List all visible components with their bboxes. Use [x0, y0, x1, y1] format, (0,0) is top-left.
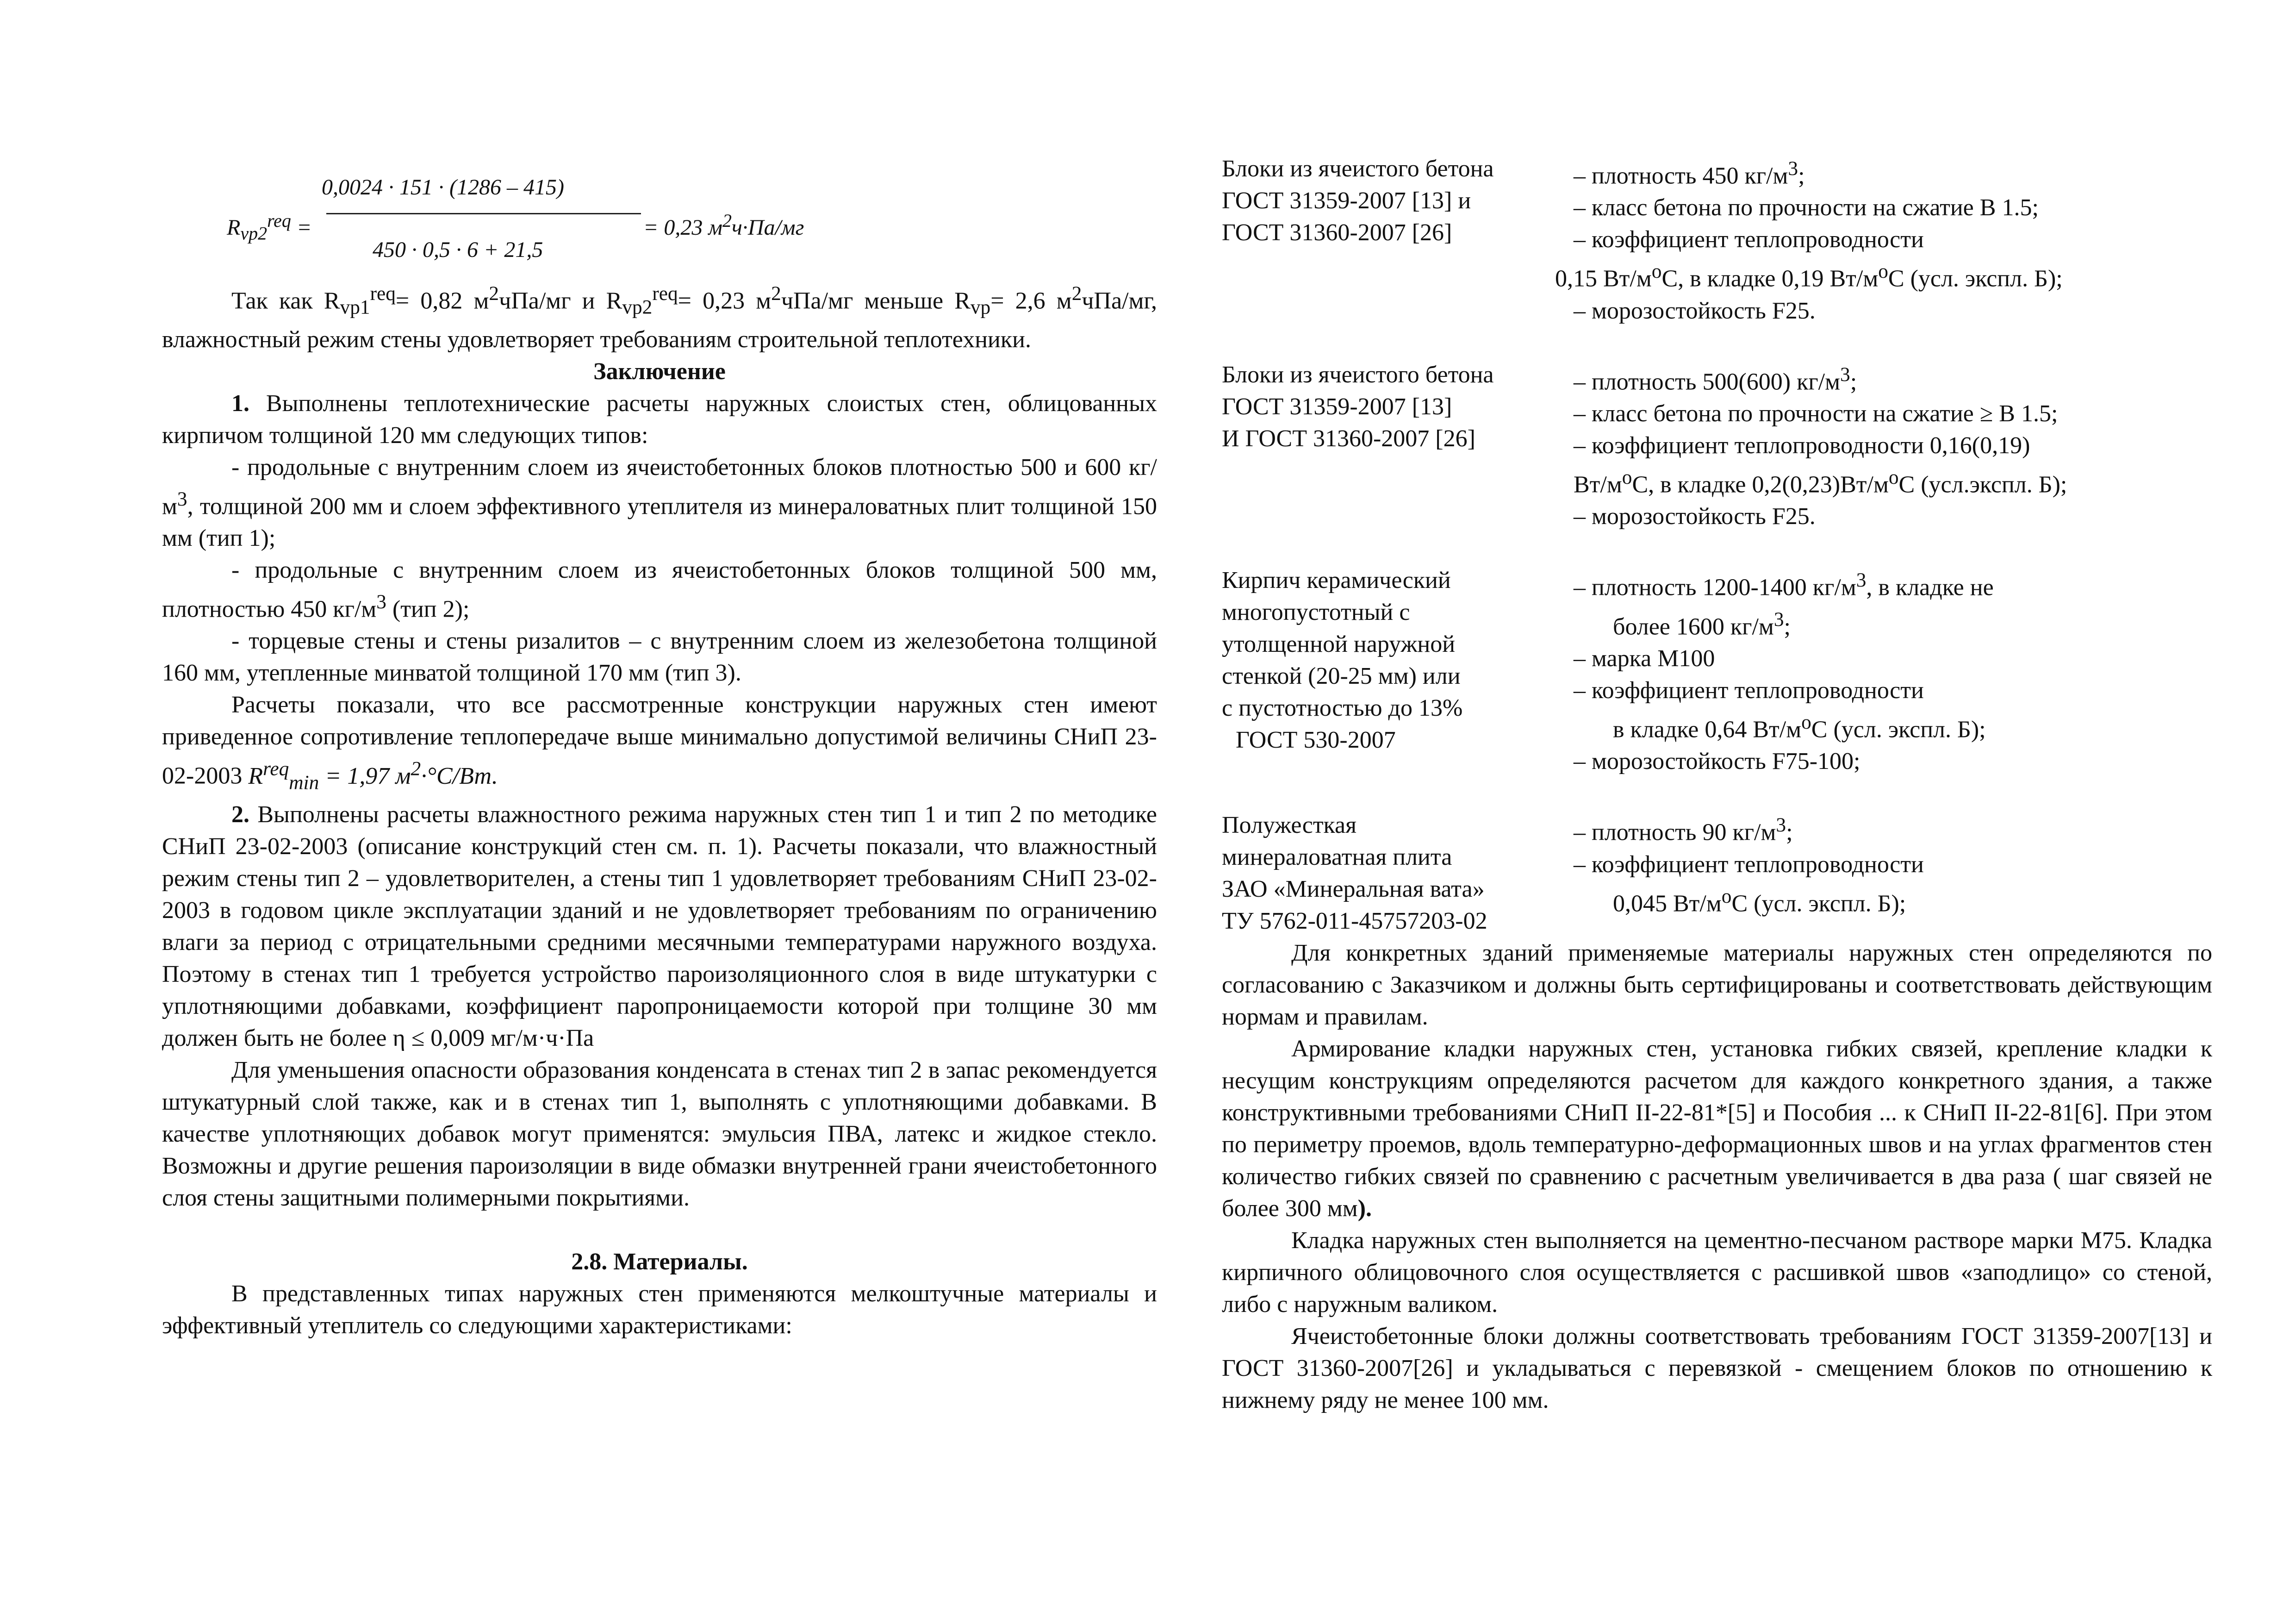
formula-denominator: 450 · 0,5 · 6 + 21,5 — [373, 237, 543, 262]
material-name — [1222, 564, 1574, 777]
material-name — [1222, 359, 1574, 533]
fraction-line — [326, 213, 641, 214]
material-name-line: Блоки из ячеистого бетона — [1222, 361, 1494, 388]
material-entry — [1222, 153, 2212, 327]
paragraph-2: 2. Выполнены расчеты влажностного режима наружных стен тип 1 и тип 2 по методике СНиП 23-02-2003 (описание конструкций стен см. п. 1). Расчеты показали, что влажностный режим стены тип 2 – удовлетворителен, а стены тип 1 удовлетворяет требованиям СНиП 23-02-2003 в годовом цикле эксплуатации зданий и не удовлетворяет требованиям по ограничению влаги за период с отрицательными средними месячными температурами наружного воздуха. Поэтому в стенах тип 1 требуется устройство пароизоляционного слоя в виде штукатурки с уплотняющими добавками, коэффициент паропроницаемости которой при толщине 30 мм должен быть не более η ≤ 0,009 мг/м·ч·Па — [162, 801, 1157, 1052]
paragraph-1d: Расчеты показали, что все рассмотренные конструкции наружных стен имеют приведенное сопротивление теплопередаче выше минимально допустимой величины СНиП 23-02-2003 $R^{req}_{min} = 1,97$ $м^2\cdot^\circ С/Вт$. — [162, 692, 1157, 794]
material-property: – плотность 90 $кг/м^3$; — [1574, 814, 1793, 846]
right-column — [1222, 153, 2212, 1416]
material-properties — [1555, 153, 2212, 327]
paragraph-3: Для уменьшения опасности образования конденсата в стенах тип 2 в запас рекомендуется штукатурный слой также, как и в стенах тип 1, выполнять с уплотняющими добавками. В качестве уплотняющих добавок могут применятся: эмульсия ПВА, латекс и жидкое стекло. Возможны и другие решения пароизоляции в виде обмазки внутренней грани ячеистобетонного слоя стены защитными полимерными покрытиями. — [162, 1057, 1157, 1212]
material-name-line: многопустотный с — [1222, 599, 1410, 626]
materials-list — [1222, 153, 2212, 937]
paragraph-1: 1. Выполнены теплотехнические расчеты наружных слоистых стен, облицованных кирпичом толщиной 120 мм следующих типов: — [162, 390, 1157, 449]
material-properties — [1574, 564, 2212, 777]
material-property: – класс бетона по прочности на сжатие ≥ В 1.5; — [1574, 400, 2058, 427]
formula-lhs: $R_{vp2}^{req}$ = — [227, 210, 312, 244]
material-name-line: ГОСТ 530-2007 — [1236, 727, 1396, 754]
paragraph-r3: Кладка наружных стен выполняется на цементно-песчаном растворе марки М75. Кладка кирпичного облицовочного слоя осуществляется с расшивкой швов «заподлицо» со стеной, либо с наружным валиком. — [1222, 1227, 2212, 1318]
material-name-line: утолщенной наружной — [1222, 631, 1456, 658]
material-name-line: стенкой (20-25 мм) или — [1222, 663, 1461, 690]
material-property: – коэффициент теплопроводности 0,16(0,19) — [1574, 432, 2030, 459]
material-name-line: с пустотностью до 13% — [1222, 695, 1463, 722]
material-name-line: ГОСТ 31359-2007 [13] — [1222, 393, 1452, 420]
material-name-line: И ГОСТ 31360-2007 [26] — [1222, 425, 1475, 452]
material-name-line: ЗАО «Минеральная вата» — [1222, 876, 1485, 903]
material-properties — [1574, 809, 2212, 937]
material-property: – коэффициент теплопроводности — [1574, 226, 1924, 253]
material-properties — [1574, 359, 2212, 533]
left-column — [162, 153, 1157, 1342]
material-gap — [1222, 327, 2212, 359]
material-property: – морозостойкость F75-100; — [1574, 748, 1860, 775]
formula-numerator: 0,0024 · 151 · (1286 – 415) — [322, 175, 564, 200]
material-property: более 1600 $кг/м^3$; — [1613, 608, 1791, 640]
material-property: – марка М100 — [1574, 645, 1715, 672]
material-name-line: ТУ 5762-011-45757203-02 — [1222, 908, 1487, 935]
material-name-line: ГОСТ 31360-2007 [26] — [1222, 219, 1452, 246]
paragraph-4: В представленных типах наружных стен применяются мелкоштучные материалы и эффективный утеплитель со следующими характеристиками: — [162, 1280, 1157, 1339]
material-name-line: ГОСТ 31359-2007 [13] и — [1222, 187, 1471, 214]
material-entry — [1222, 809, 2212, 937]
vapor-resistance-formula — [162, 153, 1157, 278]
paragraph-since: Так как $R_{vp1}^{req}= 0,82$ $м^2чПа/мг$ и $R_{vp2}^{req}= 0,23$ $м^2чПа/мг$ меньше $R_{vp}= 2,6$ $м^2чПа/мг$, влажностный режим стены удовлетворяет требованиям строительной теплотехники. — [162, 282, 1157, 353]
material-gap — [1222, 777, 2212, 809]
paragraph-r1: Для конкретных зданий применяемые материалы наружных стен определяются по согласованию с Заказчиком и должны быть сертифицированы и соответствовать действующим нормам и правилам. — [1222, 940, 2212, 1031]
paragraph-r2: Армирование кладки наружных стен, установка гибких связей, крепление кладки к несущим конструкциям определяются расчетом для каждого конкретного здания, а также конструктивными требованиями СНиП II-22-81*[5] и Пособия ... к СНиП II-22-81[6]. При этом по периметру проемов, вдоль температурно-деформационных швов и на углах фрагментов стен количество гибких связей по сравнению с расчетным увеличивается в два раза ( шаг связей не более 300 мм). — [1222, 1036, 2212, 1222]
material-property: – класс бетона по прочности на сжатие В 1.5; — [1574, 194, 2039, 221]
material-property: – коэффициент теплопроводности — [1574, 677, 1924, 704]
material-property: 0,15 $Вт/м^оС$, в кладке 0,19 $Вт/м^оС$ (усл. экспл. Б); — [1555, 260, 2063, 292]
material-property: 0,045 $Вт/м^оС$ (усл. экспл. Б); — [1613, 885, 1906, 917]
material-property: – плотность 500(600) $кг/м^3$; — [1574, 363, 1857, 395]
material-name — [1222, 153, 1574, 327]
material-name — [1222, 809, 1574, 937]
material-property: в кладке 0,64 $Вт/м^оС$ (усл. экспл. Б); — [1613, 711, 1986, 743]
paragraph-1b: - продольные с внутренним слоем из ячеистобетонных блоков толщиной 500 мм, плотностью 450 $кг/м^3$ (тип 2); — [162, 557, 1157, 623]
material-name-line: Блоки из ячеистого бетона — [1222, 156, 1494, 182]
material-property: – плотность 1200-1400 $кг/м^3$, в кладке не — [1574, 569, 1994, 601]
paragraph-1a: - продольные с внутренним слоем из ячеистобетонных блоков плотностью 500 и 600 $кг/м^3$, толщиной 200 мм и слоем эффективного утеплителя из минераловатных плит толщиной 150 мм (тип 1); — [162, 454, 1157, 552]
material-name-line: минераловатная плита — [1222, 844, 1452, 871]
material-name-line: Полужесткая — [1222, 812, 1357, 839]
material-entry — [1222, 359, 2212, 533]
paragraph-1c: - торцевые стены и стены ризалитов – с внутренним слоем из железобетона толщиной 160 мм, утепленные минватой толщиной 170 мм (тип 3). — [162, 628, 1157, 687]
conclusion-heading: Заключение — [593, 358, 726, 385]
material-entry — [1222, 564, 2212, 777]
material-name-line: Кирпич керамический — [1222, 567, 1451, 594]
formula-result: = 0,23 $м^2ч\cdot Па/мг$ — [643, 210, 804, 240]
material-property: – плотность 450 $кг/м^3$; — [1574, 157, 1805, 189]
materials-heading: 2.8. Материалы. — [571, 1249, 748, 1275]
paragraph-r4: Ячеистобетонные блоки должны соответствовать требованиям ГОСТ 31359-2007[13] и ГОСТ 31360-2007[26] и укладываться с перевязкой - смещением блоков по отношению к нижнему ряду не менее 100 мм. — [1222, 1323, 2212, 1414]
material-property: $Вт/м^оС$, в кладке $0,2(0,23)Вт/м^оС$ (усл.экспл. Б); — [1574, 466, 2067, 498]
material-property: – коэффициент теплопроводности — [1574, 851, 1924, 878]
material-gap — [1222, 532, 2212, 564]
material-property: – морозостойкость F25. — [1574, 297, 1816, 324]
material-property: – морозостойкость F25. — [1574, 503, 1816, 530]
